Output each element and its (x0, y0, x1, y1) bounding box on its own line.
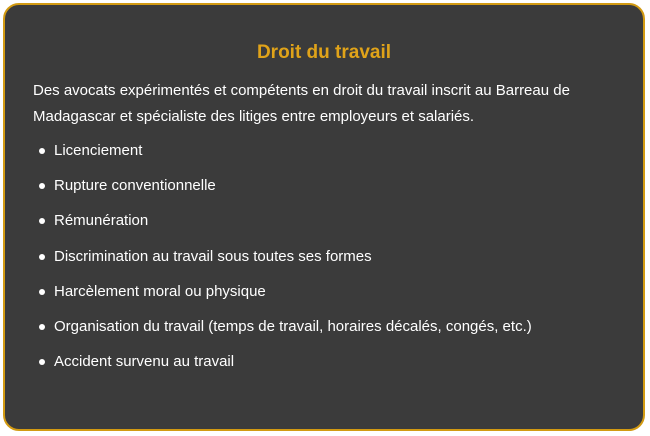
list-item (33, 245, 623, 280)
list-item-label: Accident survenu au travail (54, 353, 235, 371)
card-title: Droit du travail (256, 42, 392, 63)
list-item-label: Rupture conventionnelle (54, 177, 216, 195)
list-item (33, 174, 623, 209)
list-item (33, 139, 623, 174)
list-item-label: Harcèlement moral ou physique (54, 282, 266, 300)
list-item (33, 315, 623, 350)
list-item-label: Rémunération (54, 212, 149, 230)
list-item-label: Discrimination au travail sous toutes ses formes (54, 247, 372, 265)
list-item-label: Organisation du travail (temps de travail, horaires décalés, congés, etc.) (54, 317, 532, 335)
list-item (33, 280, 623, 315)
bullet-icon (39, 148, 45, 154)
card-description: Des avocats expérimentés et compétents en droit du travail inscrit au Barreau de Madagascar et spécialiste des litiges entre employeurs et salariés. (33, 82, 570, 125)
bullet-icon (39, 289, 45, 295)
list-item (33, 209, 623, 244)
bullet-icon (39, 359, 45, 365)
bullet-icon (39, 218, 45, 224)
service-list (33, 139, 623, 385)
list-item-label: Licenciement (54, 142, 143, 159)
service-card (3, 3, 645, 431)
bullet-icon (39, 254, 45, 260)
bullet-icon (39, 324, 45, 330)
bullet-icon (39, 183, 45, 189)
list-item (33, 350, 623, 385)
